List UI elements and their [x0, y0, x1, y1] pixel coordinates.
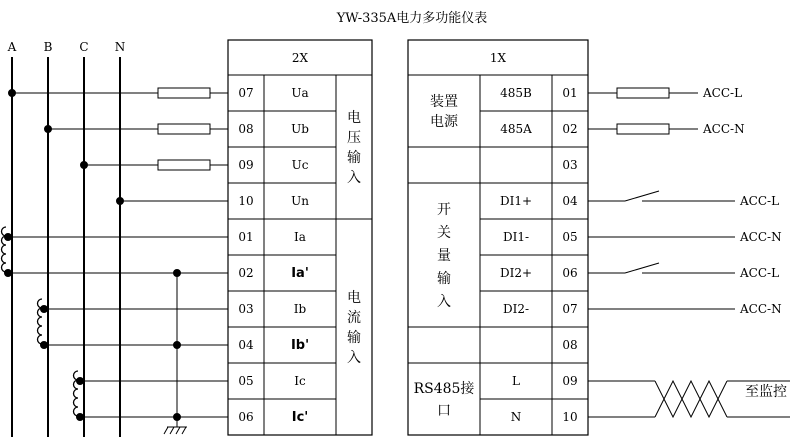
group-label-1x-text: 关 — [437, 225, 451, 241]
terminal-1x-02: 02 — [562, 122, 578, 136]
signal-1x-label: DI2- — [502, 302, 530, 316]
group-label-1x-text: RS485接 — [413, 381, 475, 397]
terminal-1x-09: 09 — [562, 374, 578, 388]
junction-dot — [117, 198, 124, 205]
terminal-2x-10: 10 — [238, 194, 254, 208]
group-label-1x-text: 输 — [437, 271, 451, 287]
monitor-label: 至监控 — [745, 384, 787, 400]
group-label-2x-char: 输 — [347, 330, 361, 346]
terminal-1x-06: 06 — [562, 266, 578, 280]
group-label-2x-char: 压 — [347, 130, 361, 146]
ext-label: ACC-L — [703, 86, 743, 100]
wires — [2, 88, 229, 434]
twisted-pair-icon — [655, 381, 727, 417]
switch-icon — [625, 263, 659, 273]
current-transformer-coil — [2, 227, 7, 272]
terminal-2x-02: 02 — [238, 266, 254, 280]
phase-label-a: A — [7, 40, 17, 54]
signal-1x-label: N — [510, 410, 522, 424]
block-2x-header: 2X — [291, 51, 309, 65]
fuse-icon — [158, 160, 210, 170]
ext-label: ACC-L — [740, 266, 780, 280]
phase-label-b: B — [43, 40, 53, 54]
junction-dot — [81, 162, 88, 169]
fuse-icon — [617, 88, 669, 98]
terminal-1x-10: 10 — [562, 410, 578, 424]
fuse-icon — [617, 124, 669, 134]
signal-2x-label: Ic — [294, 374, 306, 388]
group-label-1x-text: 入 — [437, 294, 451, 310]
signal-2x-label: Ib' — [290, 338, 310, 353]
signal-1x-label: 485A — [500, 122, 532, 136]
current-transformer-coil — [38, 299, 43, 344]
signal-1x-label: DI1+ — [499, 194, 533, 208]
terminal-2x-01: 01 — [238, 230, 254, 244]
terminal-2x-08: 08 — [238, 122, 254, 136]
terminal-2x-09: 09 — [238, 158, 254, 172]
terminal-block-1x — [408, 40, 588, 435]
phase-lines — [7, 40, 126, 437]
group-label-1x-text: 开 — [437, 202, 451, 218]
junction-dot — [9, 90, 16, 97]
diagram-title: YW-335A电力多功能仪表 — [336, 11, 488, 26]
group-label-1x-text: 口 — [437, 403, 451, 419]
terminal-2x-07: 07 — [238, 86, 254, 100]
signal-2x-label: Ua — [291, 86, 309, 100]
signal-1x-label: 485B — [500, 86, 532, 100]
signal-1x-label: DI2+ — [499, 266, 533, 280]
ground-icon-hatch — [176, 427, 180, 434]
ground-icon-hatch — [164, 427, 168, 434]
group-label-2x-char: 流 — [347, 310, 361, 326]
signal-2x-label: Uc — [291, 158, 309, 172]
current-transformer-coil — [74, 371, 79, 416]
ext-label: ACC-L — [740, 194, 780, 208]
terminal-2x-03: 03 — [238, 302, 254, 316]
terminal-2x-05: 05 — [238, 374, 254, 388]
junction-dot — [45, 126, 52, 133]
terminal-2x-06: 06 — [238, 410, 254, 424]
fuse-icon — [158, 88, 210, 98]
signal-2x-label: Ia — [294, 230, 306, 244]
twisted-pair-icon — [655, 381, 727, 417]
group-label-2x-char: 电 — [347, 290, 361, 306]
group-label-2x-char: 入 — [347, 350, 361, 366]
ground-icon-hatch — [182, 427, 186, 434]
terminal-1x-03: 03 — [562, 158, 578, 172]
signal-2x-label: Ia' — [291, 266, 309, 281]
group-label-2x-char: 输 — [347, 150, 361, 166]
terminal-1x-04: 04 — [562, 194, 578, 208]
ext-label: ACC-N — [740, 230, 782, 244]
group-label-1x-text: 装置 — [430, 94, 458, 110]
group-label-1x-text: 电源 — [430, 114, 458, 130]
block-1x-header: 1X — [489, 51, 507, 65]
signal-2x-label: Ub — [291, 122, 309, 136]
group-label-2x-char: 电 — [347, 110, 361, 126]
fuse-icon — [158, 124, 210, 134]
external-connections — [588, 86, 790, 417]
switch-icon — [625, 191, 659, 201]
group-label-2x-char: 入 — [347, 170, 361, 186]
signal-1x-label: L — [512, 374, 520, 388]
ext-label: ACC-N — [703, 122, 745, 136]
terminal-1x-05: 05 — [562, 230, 578, 244]
signal-2x-label: Un — [291, 194, 309, 208]
ground-icon-hatch — [170, 427, 174, 434]
terminal-2x-04: 04 — [238, 338, 254, 352]
terminal-1x-08: 08 — [562, 338, 578, 352]
signal-2x-label: Ic' — [291, 410, 309, 425]
phase-label-n: N — [114, 40, 126, 54]
phase-label-c: C — [79, 40, 89, 54]
terminal-1x-01: 01 — [562, 86, 578, 100]
terminal-block-2x — [228, 40, 372, 435]
terminal-1x-07: 07 — [562, 302, 578, 316]
group-label-1x-text: 量 — [437, 248, 451, 264]
ext-label: ACC-N — [740, 302, 782, 316]
signal-1x-label: DI1- — [502, 230, 530, 244]
signal-2x-label: Ib — [293, 302, 307, 316]
